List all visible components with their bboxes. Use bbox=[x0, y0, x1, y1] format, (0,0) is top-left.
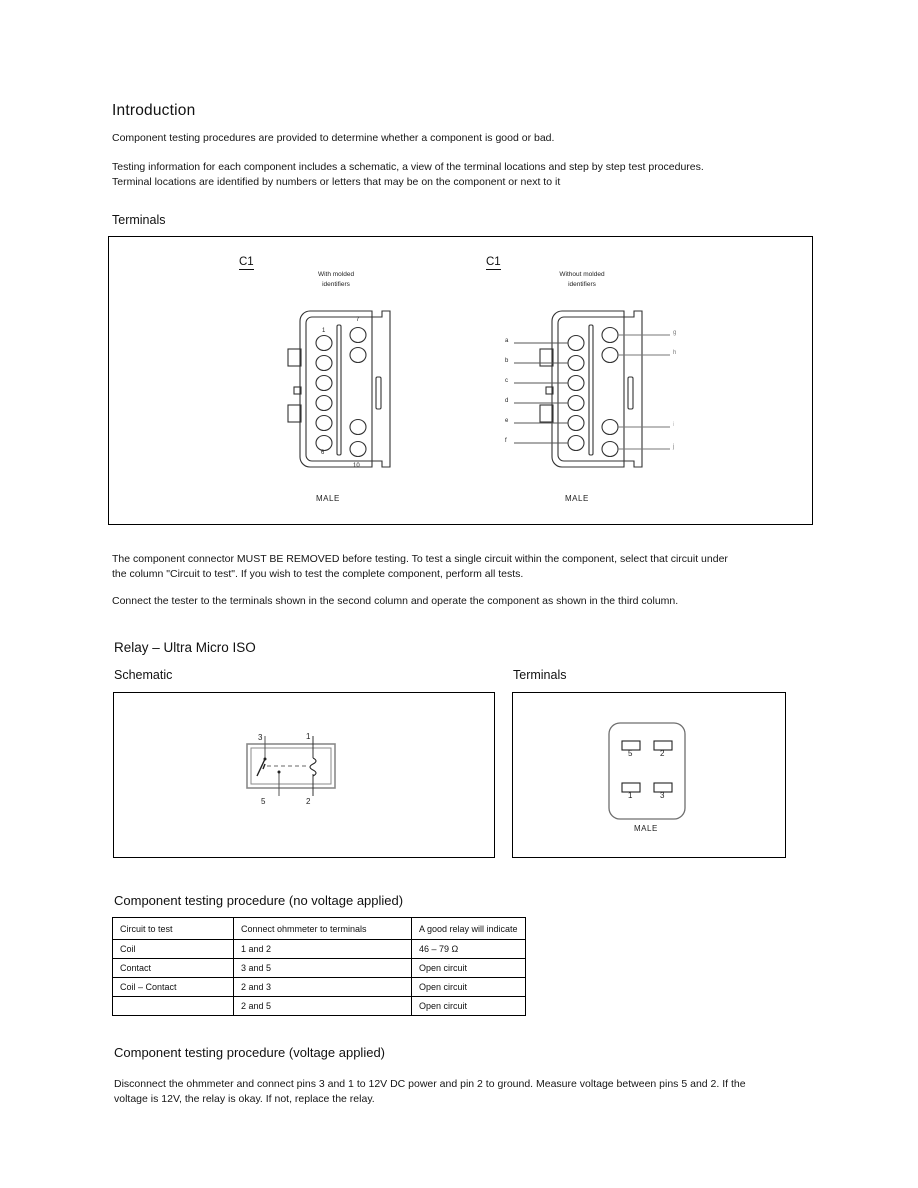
terminals-section-heading: Terminals bbox=[112, 213, 166, 227]
right-connector-drawing bbox=[500, 305, 670, 490]
left-connector-pin-label-7: 7 bbox=[356, 317, 360, 323]
schematic-terminal-1: 1 bbox=[306, 732, 311, 741]
notes-paragraph-1-line-2: the column "Circuit to test". If you wish to test the complete component, perform all tests. bbox=[112, 568, 524, 580]
right-connector-label-d: d bbox=[505, 398, 509, 404]
left-connector-subtitle-line-1: With molded bbox=[317, 271, 355, 278]
schematic-terminal-2: 2 bbox=[306, 797, 311, 806]
cell-circuit: Coil – Contact bbox=[113, 978, 234, 997]
introduction-paragraph-2-line-1: Testing information for each component includes a schematic, a view of the terminal locations and step by step test procedures. bbox=[112, 161, 704, 173]
cell-circuit: Coil bbox=[113, 940, 234, 959]
right-connector-label-g: g bbox=[673, 330, 677, 336]
left-connector-pin-label-6: 6 bbox=[321, 450, 325, 456]
notes-paragraph-2: Connect the tester to the terminals shown in the second column and operate the component as shown in the third column. bbox=[112, 595, 679, 607]
relay-terminal-5: 5 bbox=[628, 749, 633, 758]
table-row bbox=[113, 978, 526, 997]
right-connector-label-e: e bbox=[505, 418, 509, 424]
schematic-label: Schematic bbox=[114, 668, 173, 682]
right-connector-caption: MALE bbox=[565, 494, 589, 503]
table-row bbox=[113, 997, 526, 1016]
table-header-row bbox=[113, 918, 526, 940]
left-connector-pin-label-10: 10 bbox=[353, 463, 360, 469]
right-connector-label-h: h bbox=[673, 350, 677, 356]
relay-terminal-1: 1 bbox=[628, 791, 633, 800]
cell-terminals: 2 and 3 bbox=[234, 978, 412, 997]
right-connector-label-j: j bbox=[673, 444, 675, 450]
left-connector-id: C1 bbox=[239, 256, 254, 268]
introduction-paragraph-1: Component testing procedures are provided to determine whether a component is good or bad. bbox=[112, 132, 555, 144]
relay-terminals-svg bbox=[607, 721, 687, 821]
cell-result: 46 – 79 Ω bbox=[412, 940, 526, 959]
column-header-result: A good relay will indicate bbox=[412, 918, 526, 940]
column-header-circuit: Circuit to test bbox=[113, 918, 234, 940]
notes-paragraph-1-line-1: The component connector MUST BE REMOVED before testing. To test a single circuit within the component, select that circuit under bbox=[112, 553, 728, 565]
relay-terminal-2: 2 bbox=[660, 749, 665, 758]
column-header-terminals: Connect ohmmeter to terminals bbox=[234, 918, 412, 940]
test-voltage-paragraph-line-1: Disconnect the ohmmeter and connect pins 3 and 1 to 12V DC power and pin 2 to ground. Measure voltage between pins 5 and 2. If the bbox=[114, 1078, 746, 1090]
left-connector-subtitle-line-2: identifiers bbox=[322, 281, 350, 288]
right-connector-svg bbox=[500, 305, 670, 485]
table-row bbox=[113, 940, 526, 959]
right-connector-label-a: a bbox=[505, 338, 509, 344]
schematic-terminal-5: 5 bbox=[261, 797, 266, 806]
left-connector-caption: MALE bbox=[316, 494, 340, 503]
schematic-terminal-3: 3 bbox=[258, 733, 263, 742]
relay-terminal-3: 3 bbox=[660, 791, 665, 800]
right-connector-label-f: f bbox=[505, 438, 507, 444]
test-voltage-heading: Component testing procedure (voltage applied) bbox=[114, 1045, 386, 1060]
right-connector-id: C1 bbox=[486, 256, 501, 268]
right-connector-label-c: c bbox=[505, 378, 508, 384]
relay-section-heading: Relay – Ultra Micro ISO bbox=[114, 640, 256, 655]
cell-circuit bbox=[113, 997, 234, 1016]
right-connector-label-i: i bbox=[673, 422, 675, 428]
introduction-paragraph-2-line-2: Terminal locations are identified by numbers or letters that may be on the component or next to it bbox=[112, 176, 561, 188]
cell-terminals: 1 and 2 bbox=[234, 940, 412, 959]
left-connector-pin-label-1: 1 bbox=[322, 328, 326, 334]
relay-terminals-caption: MALE bbox=[634, 824, 658, 833]
cell-terminals: 2 and 5 bbox=[234, 997, 412, 1016]
right-connector-label-b: b bbox=[505, 358, 509, 364]
left-connector-svg bbox=[280, 305, 410, 485]
cell-circuit: Contact bbox=[113, 959, 234, 978]
right-connector-subtitle-line-2: identifiers bbox=[568, 281, 596, 288]
cell-result: Open circuit bbox=[412, 978, 526, 997]
cell-result: Open circuit bbox=[412, 959, 526, 978]
cell-result: Open circuit bbox=[412, 997, 526, 1016]
relay-terminals-drawing bbox=[607, 721, 687, 826]
test-no-voltage-heading: Component testing procedure (no voltage applied) bbox=[114, 893, 404, 908]
test-no-voltage-table bbox=[112, 917, 526, 1016]
introduction-heading: Introduction bbox=[112, 102, 196, 119]
left-connector-drawing bbox=[280, 305, 410, 490]
terminals-illustration-frame bbox=[108, 236, 813, 525]
relay-terminals-label: Terminals bbox=[513, 668, 567, 682]
test-voltage-paragraph-line-2: voltage is 12V, the relay is okay. If not, replace the relay. bbox=[114, 1093, 375, 1105]
table-row bbox=[113, 959, 526, 978]
cell-terminals: 3 and 5 bbox=[234, 959, 412, 978]
right-connector-subtitle-line-1: Without molded bbox=[559, 271, 605, 278]
